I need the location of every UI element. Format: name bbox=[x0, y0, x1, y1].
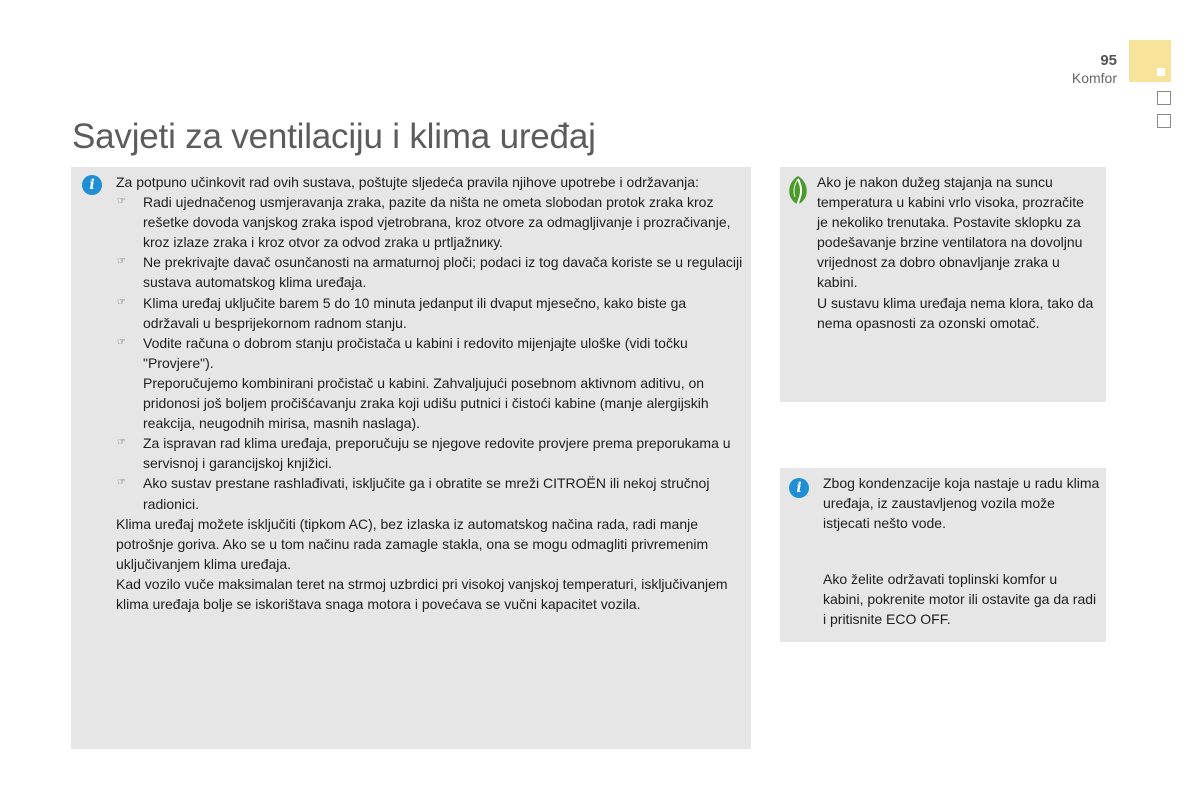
intro-text: Za potpuno učinkovit rad ovih sustava, poštujte sljedeća pravila njihove upotrebe i održavanja: bbox=[116, 174, 699, 190]
hand-pointer-icon: ☞ bbox=[117, 336, 126, 348]
list-item-extra-text: Preporučujemo kombinirani pročistač u kabini. Zahvaljujući posebnom aktivnom aditivu, on pridonosi još boljem pročišćavanju zraka koji udišu putnici i čistoći kabine (manje alergijskih reakcija, neugodnih mirisa, masnih naslaga). bbox=[143, 374, 709, 432]
eco-tip-text bbox=[817, 172, 1097, 333]
page-number: 95 bbox=[1100, 52, 1117, 69]
main-info-panel bbox=[71, 167, 751, 749]
page-title: Savjeti za ventilaciju i klima uređaj bbox=[72, 117, 596, 156]
section-tab-2[interactable] bbox=[1157, 91, 1171, 105]
eco-tip-paragraph-2: U sustavu klima uređaja nema klora, tako da nema opasnosti za ozonski omotač. bbox=[817, 294, 1094, 331]
list-item bbox=[116, 333, 746, 433]
thermal-comfort-paragraph: Ako želite održavati toplinski komfor u kabini, pokrenite motor ili ostavite ga da radi i pritisnite ECO OFF. bbox=[823, 571, 1097, 628]
eco-leaf-icon bbox=[787, 175, 809, 205]
condensation-info-panel bbox=[780, 468, 1106, 642]
main-info-text bbox=[116, 172, 746, 614]
info-icon: i bbox=[789, 478, 809, 498]
list-item bbox=[116, 473, 746, 513]
eco-tip-paragraph-1: Ako je nakon dužeg stajanja na suncu temperatura u kabini vrlo visoka, prozračite je nekoliko trenutaka. Postavite sklopku za podešavanje brzine ventilatora na dovoljnu vrijednost za dobro obnavljanje zraka u kabini. bbox=[817, 174, 1084, 291]
list-item bbox=[116, 293, 746, 333]
paragraph-towing: Kad vozilo vuče maksimalan teret na strmoj uzbrdici pri visokoj vanjskoj temperaturi, isključivanjem klima uređaja bolje se iskorištava snaga motora i povećava se vučni kapacitet vozila. bbox=[116, 575, 728, 612]
list-item bbox=[116, 252, 746, 292]
list-item-text: Klima uređaj uključite barem 5 do 10 minuta jedanput ili dvaput mjesečno, kako biste ga održavali u besprijekornom radnom stanju. bbox=[143, 294, 687, 331]
list-item-text: Radi ujednačenog usmjeravanja zraka, pazite da ništa ne ometa slobodan protok zraka kroz rešetke dovoda vanjskog zraka ispod vjetrobrana, kroz otvore za odmagljivanje i prozračivanje, kroz izlaze zraka i kroz otvor za odvod zraka u prtljažnику. bbox=[143, 194, 731, 251]
hand-pointer-icon: ☞ bbox=[117, 256, 126, 268]
hand-pointer-icon: ☞ bbox=[117, 437, 126, 449]
hand-pointer-icon: ☞ bbox=[117, 196, 126, 208]
list-item-text: Ako sustav prestane rashlađivati, isključite ga i obratite se mreži CITROËN ili nekoj stručnoj radionici. bbox=[143, 475, 710, 512]
section-name: Komfor bbox=[1071, 70, 1117, 86]
list-item bbox=[116, 192, 746, 252]
section-tab-active[interactable] bbox=[1129, 40, 1171, 82]
list-item-text: Za ispravan rad klima uređaja, preporučuju se njegove redovite provjere prema preporukama u servisnoj i garancijskoj knjižici. bbox=[143, 435, 731, 472]
info-icon: i bbox=[82, 175, 102, 195]
paragraph-ac-off: Klima uređaj možete isključiti (tipkom AC), bez izlaska iz automatskog načina rada, radi manje potrošnje goriva. Ako se u tom načinu rada zamagle stakla, ona se mogu odmagliti privremenim uključivanjem klima uređaja. bbox=[116, 515, 709, 572]
hand-pointer-icon: ☞ bbox=[117, 477, 126, 489]
list-item-text: Ne prekrivajte davač osunčanosti na armaturnoj ploči; podaci iz tog davača koriste se u regulaciji sustava automatskog klima uređaja. bbox=[143, 254, 743, 291]
condensation-paragraph: Zbog kondenzacije koja nastaje u radu klima uređaja, iz zaustavljenog vozila može istjecati nešto vode. bbox=[823, 475, 1100, 532]
condensation-info-text bbox=[823, 473, 1101, 630]
tab-marker bbox=[1157, 68, 1165, 76]
paragraph-spacer bbox=[823, 533, 1101, 569]
hand-pointer-icon: ☞ bbox=[117, 296, 126, 308]
list-item-text: Vodite računa o dobrom stanju pročistača u kabini i redovito mijenjajte uloške (vidi točku "Provjere"). bbox=[143, 334, 688, 371]
advice-list bbox=[116, 192, 746, 514]
section-tab-3[interactable] bbox=[1157, 114, 1171, 128]
list-item bbox=[116, 433, 746, 473]
eco-tip-panel bbox=[780, 167, 1106, 402]
